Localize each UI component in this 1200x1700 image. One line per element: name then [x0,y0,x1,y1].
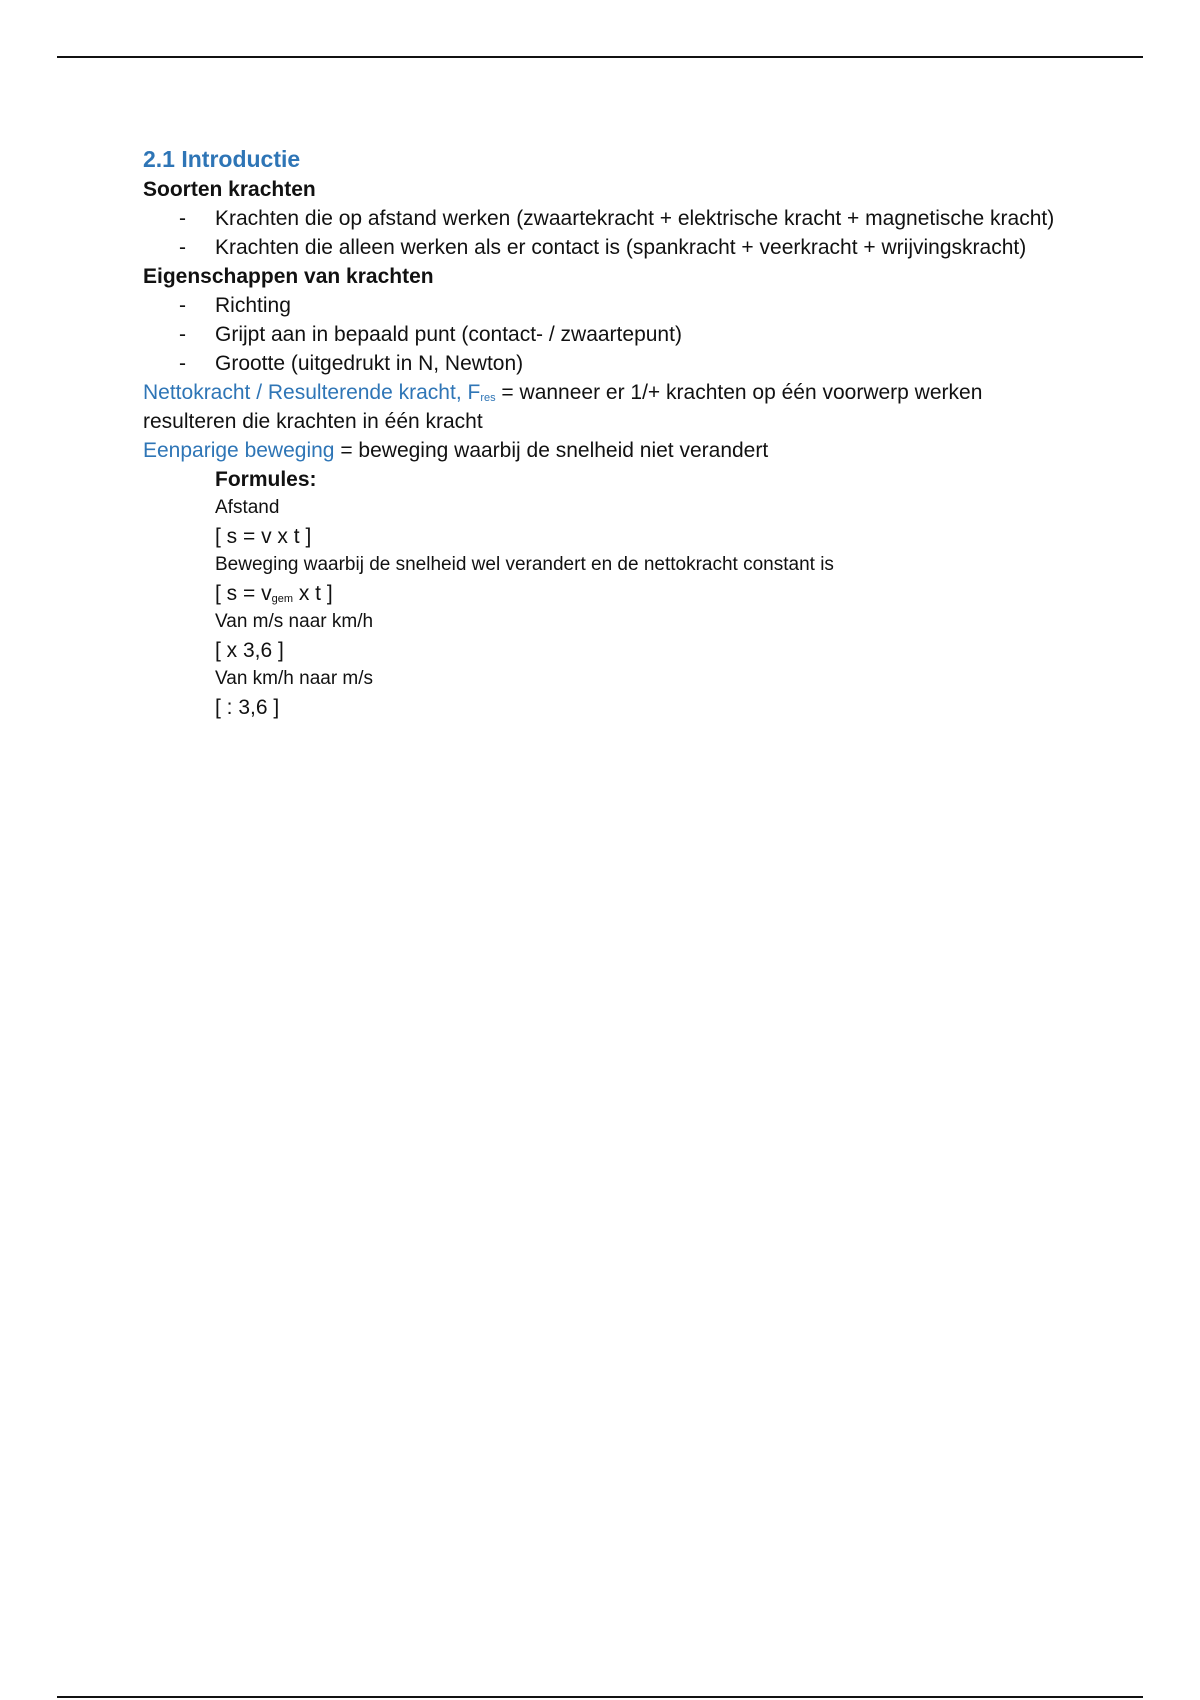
soorten-heading: Soorten krachten [143,178,316,201]
nettokracht-term: Nettokracht / Resulterende kracht, $F_{res}$ [143,381,496,404]
eenparig-term: Eenparige beweging [143,439,335,462]
ms-to-kmh-formula: [ x 3,6 ] [215,639,284,662]
section-title: 2.1 Introductie [143,146,301,172]
veranderd-formula: [ $s = v_{gem}$ x t ] [215,582,333,605]
list-item: - Grootte (uitgedrukt in N, Newton) [143,349,1063,378]
soorten-list [143,204,1063,262]
eenparig-definition: Eenparige beweging = beweging waarbij de snelheid niet verandert [143,439,769,462]
list-item: - Grijpt aan in bepaald punt (contact- / zwaartepunt) [143,320,1063,349]
nettokracht-definition: Nettokracht / Resulterende kracht, $F_{res}$ = wanneer er 1/+ krachten op één voorwerp werken resulteren die krachten in één kracht [143,381,983,433]
list-item: - Richting [143,291,1063,320]
kmh-to-ms-formula: [ : 3,6 ] [215,696,280,719]
dash-bullet: - [179,352,186,375]
document-body [143,143,1063,722]
dash-bullet: - [179,236,186,259]
eigenschappen-heading: Eigenschappen van krachten [143,265,434,288]
dash-bullet: - [179,323,186,346]
list-item: - Krachten die alleen werken als er contact is (spankracht + veerkracht + wrijvingskracht) [143,233,1063,262]
afstand-label: Afstand [215,497,280,518]
ms-to-kmh-label: Van m/s naar km/h [215,611,374,632]
kmh-to-ms-label: Van km/h naar m/s [215,668,374,689]
dash-bullet: - [179,207,186,230]
afstand-formula: [ s = v x t ] [215,525,312,548]
formulas-heading: Formules: [215,468,317,491]
footer-rule [57,1696,1143,1698]
list-item: - Krachten die op afstand werken (zwaartekracht + elektrische kracht + magnetische kracht) [143,204,1063,233]
eigenschappen-list [143,291,1063,378]
dash-bullet: - [179,294,186,317]
header-rule [57,56,1143,58]
formulas-block [215,465,1063,722]
veranderd-label: Beweging waarbij de snelheid wel verandert en de nettokracht constant is [215,554,834,575]
